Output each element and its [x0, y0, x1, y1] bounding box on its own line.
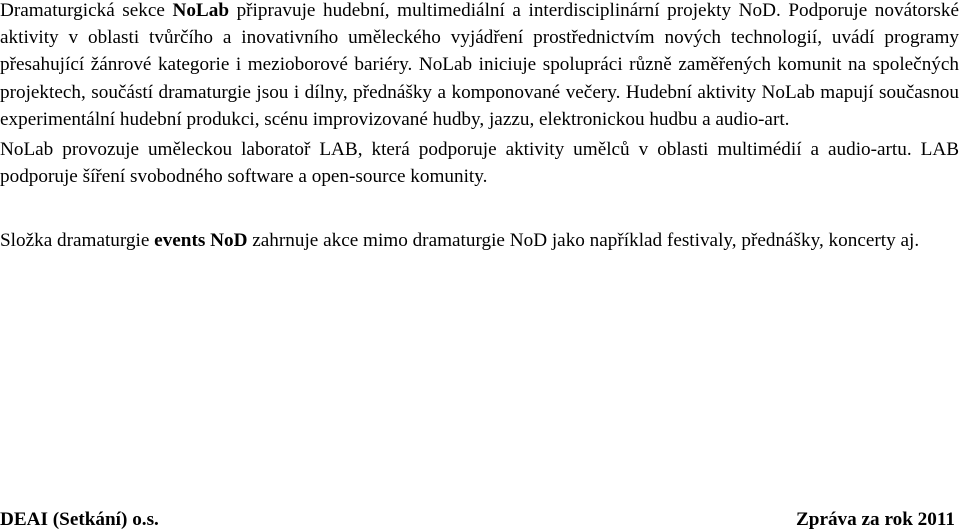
bold-term-nolab: NoLab: [172, 0, 229, 21]
paragraph-text: Složka dramaturgie: [0, 230, 155, 252]
paragraph-lab: [0, 136, 959, 190]
paragraph-text: Dramaturgická sekce: [0, 0, 173, 21]
paragraph-text: NoLab provozuje uměleckou laboratoř LAB, která podporuje aktivity umělců v oblasti multimédií a audio-artu. LAB podporuje šíření svobodného software a open-source komunity.: [0, 139, 959, 188]
paragraph-events: [0, 227, 959, 254]
bold-term-events-nod: events NoD: [154, 230, 248, 252]
page-footer: [0, 508, 955, 531]
paragraph-text: připravuje hudební, multimediální a interdisciplinární projekty NoD. Podporuje novátorské aktivity v oblasti tvůrčího a inovativního uměleckého vyjádření prostřednictvím nových technologií, uvádí programy přesahující žánrové kategorie i mezioborové bariéry. NoLab iniciuje spolupráci různě zaměřených komunit na společných projektech, součástí dramaturgie jsou i dílny, přednášky a komponované večery. Hudební aktivity NoLab mapují současnou experimentální hudební produkci, scénu improvizované hudby, jazzu, elektronickou hudbu a audio-art.: [0, 0, 959, 130]
footer-organization: DEAI (Setkání) o.s.: [0, 509, 159, 530]
document-body: [0, 0, 959, 255]
paragraph-nolab-intro: [0, 0, 959, 133]
paragraph-text: zahrnuje akce mimo dramaturgie NoD jako například festivaly, přednášky, koncerty aj.: [247, 230, 920, 252]
footer-report-title: Zpráva za rok 2011: [795, 509, 955, 530]
